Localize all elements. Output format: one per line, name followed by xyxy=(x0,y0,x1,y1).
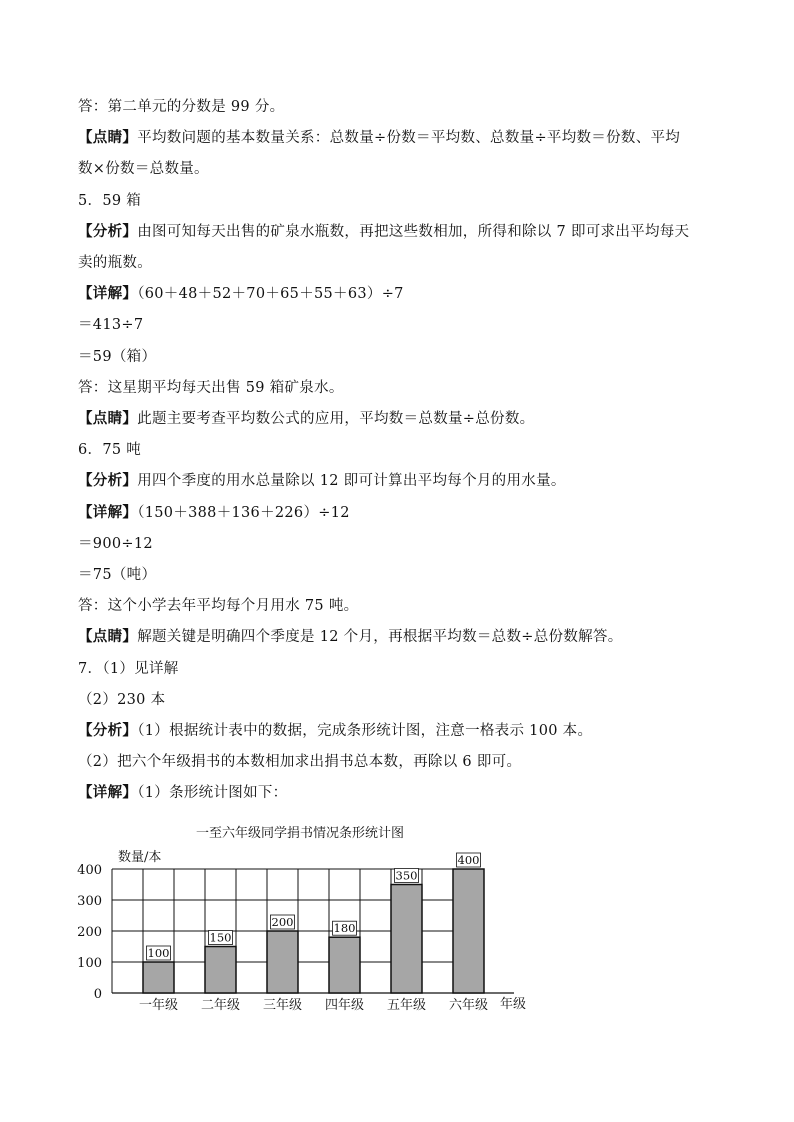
section-tag: 【详解】 xyxy=(78,784,138,802)
x-tick-label: 三年级 xyxy=(262,998,303,1013)
line-text: 平均数问题的基本数量关系：总数量÷份数＝平均数、总数量÷平均数＝份数、平均 xyxy=(137,130,681,147)
y-tick-label: 400 xyxy=(77,863,102,878)
text-line: 答：第二单元的分数是 99 分。 xyxy=(78,99,285,115)
data-label: 150 xyxy=(209,930,232,945)
section-tag: 【分析】 xyxy=(78,722,138,739)
text-line xyxy=(78,282,404,303)
text-line: 数×份数＝总数量。 xyxy=(78,161,209,178)
chart-y-axis-label: 数量/本 xyxy=(118,850,162,865)
line-text: 此题主要考查平均数公式的应用，平均数＝总数量÷总份数。 xyxy=(137,411,535,427)
data-label: 200 xyxy=(271,915,294,929)
x-tick-label: 五年级 xyxy=(386,998,427,1013)
bar xyxy=(267,931,298,993)
data-label: 400 xyxy=(457,853,480,867)
y-tick-label: 0 xyxy=(93,987,102,1002)
line-text: 由图可知每天出售的矿泉水瓶数，再把这些数相加，所得和除以 7 即可求出平均每天 xyxy=(137,223,690,240)
text-line xyxy=(78,501,350,522)
x-tick-label: 六年级 xyxy=(448,998,489,1013)
text-line: ＝413÷7 xyxy=(78,317,144,334)
text-line xyxy=(78,220,689,241)
bar xyxy=(143,962,174,993)
x-tick-label: 一年级 xyxy=(138,998,179,1013)
data-label: 180 xyxy=(333,921,356,936)
y-tick-label: 200 xyxy=(77,925,102,940)
text-line: 5．59 箱 xyxy=(78,192,142,209)
text-line: ＝75（吨） xyxy=(78,567,157,583)
text-line xyxy=(78,625,623,646)
y-tick-label: 100 xyxy=(77,956,102,971)
y-tick-label: 300 xyxy=(77,894,102,909)
section-tag: 【点睛】 xyxy=(78,628,138,646)
line-text: （60＋48＋52＋70＋65＋55＋63）÷7 xyxy=(137,286,404,303)
text-line: ＝59（箱） xyxy=(78,348,157,365)
text-line: ＝900÷12 xyxy=(78,535,153,552)
chart-title: 一至六年级同学捐书情况条形统计图 xyxy=(195,826,405,841)
section-tag: 【分析】 xyxy=(78,222,138,240)
x-tick-label: 四年级 xyxy=(324,998,365,1013)
line-text: （1）条形统计图如下： xyxy=(137,785,288,802)
text-line xyxy=(78,781,287,802)
text-line: （2）230 本 xyxy=(78,691,166,708)
chart-bars xyxy=(143,853,484,993)
section-tag: 【详解】 xyxy=(78,285,138,303)
text-line xyxy=(78,126,680,147)
text-line xyxy=(78,469,566,490)
section-tag: 【分析】 xyxy=(78,472,138,490)
bar xyxy=(205,947,236,994)
text-line xyxy=(78,407,534,428)
line-text: （150＋388＋136＋226）÷12 xyxy=(137,504,350,521)
text-line: （2）把六个年级捐书的本数相加求出捐书总本数，再除以 6 即可。 xyxy=(78,754,522,771)
line-text: （1）根据统计表中的数据，完成条形统计图，注意一格表示 100 本。 xyxy=(137,723,593,739)
text-line: 7．（1）见详解 xyxy=(78,660,179,677)
text-line: 答：这个小学去年平均每个月用水 75 吨。 xyxy=(78,598,359,615)
text-line xyxy=(78,719,592,740)
line-text: 解题关键是明确四个季度是 12 个月，再根据平均数＝总数÷总份数解答。 xyxy=(137,629,623,646)
chart-x-ticks xyxy=(139,997,488,1013)
section-tag: 【点睛】 xyxy=(78,129,138,147)
bar-chart xyxy=(70,815,540,1020)
text-line: 答：这星期平均每天出售 59 箱矿泉水。 xyxy=(78,379,344,396)
bar xyxy=(453,869,484,993)
chart-y-ticks xyxy=(77,863,102,1002)
bar xyxy=(391,885,422,994)
data-label: 350 xyxy=(395,868,418,883)
text-line: 卖的瓶数。 xyxy=(78,255,152,271)
x-tick-label: 二年级 xyxy=(200,998,241,1013)
section-tag: 【详解】 xyxy=(78,503,138,521)
section-tag: 【点睛】 xyxy=(78,410,138,427)
chart-x-axis-label: 年级 xyxy=(500,997,527,1012)
bar xyxy=(329,937,360,993)
text-line: 6．75 吨 xyxy=(78,442,142,459)
data-label: 100 xyxy=(147,946,170,960)
line-text: 用四个季度的用水总量除以 12 即可计算出平均每个月的用水量。 xyxy=(137,473,566,490)
